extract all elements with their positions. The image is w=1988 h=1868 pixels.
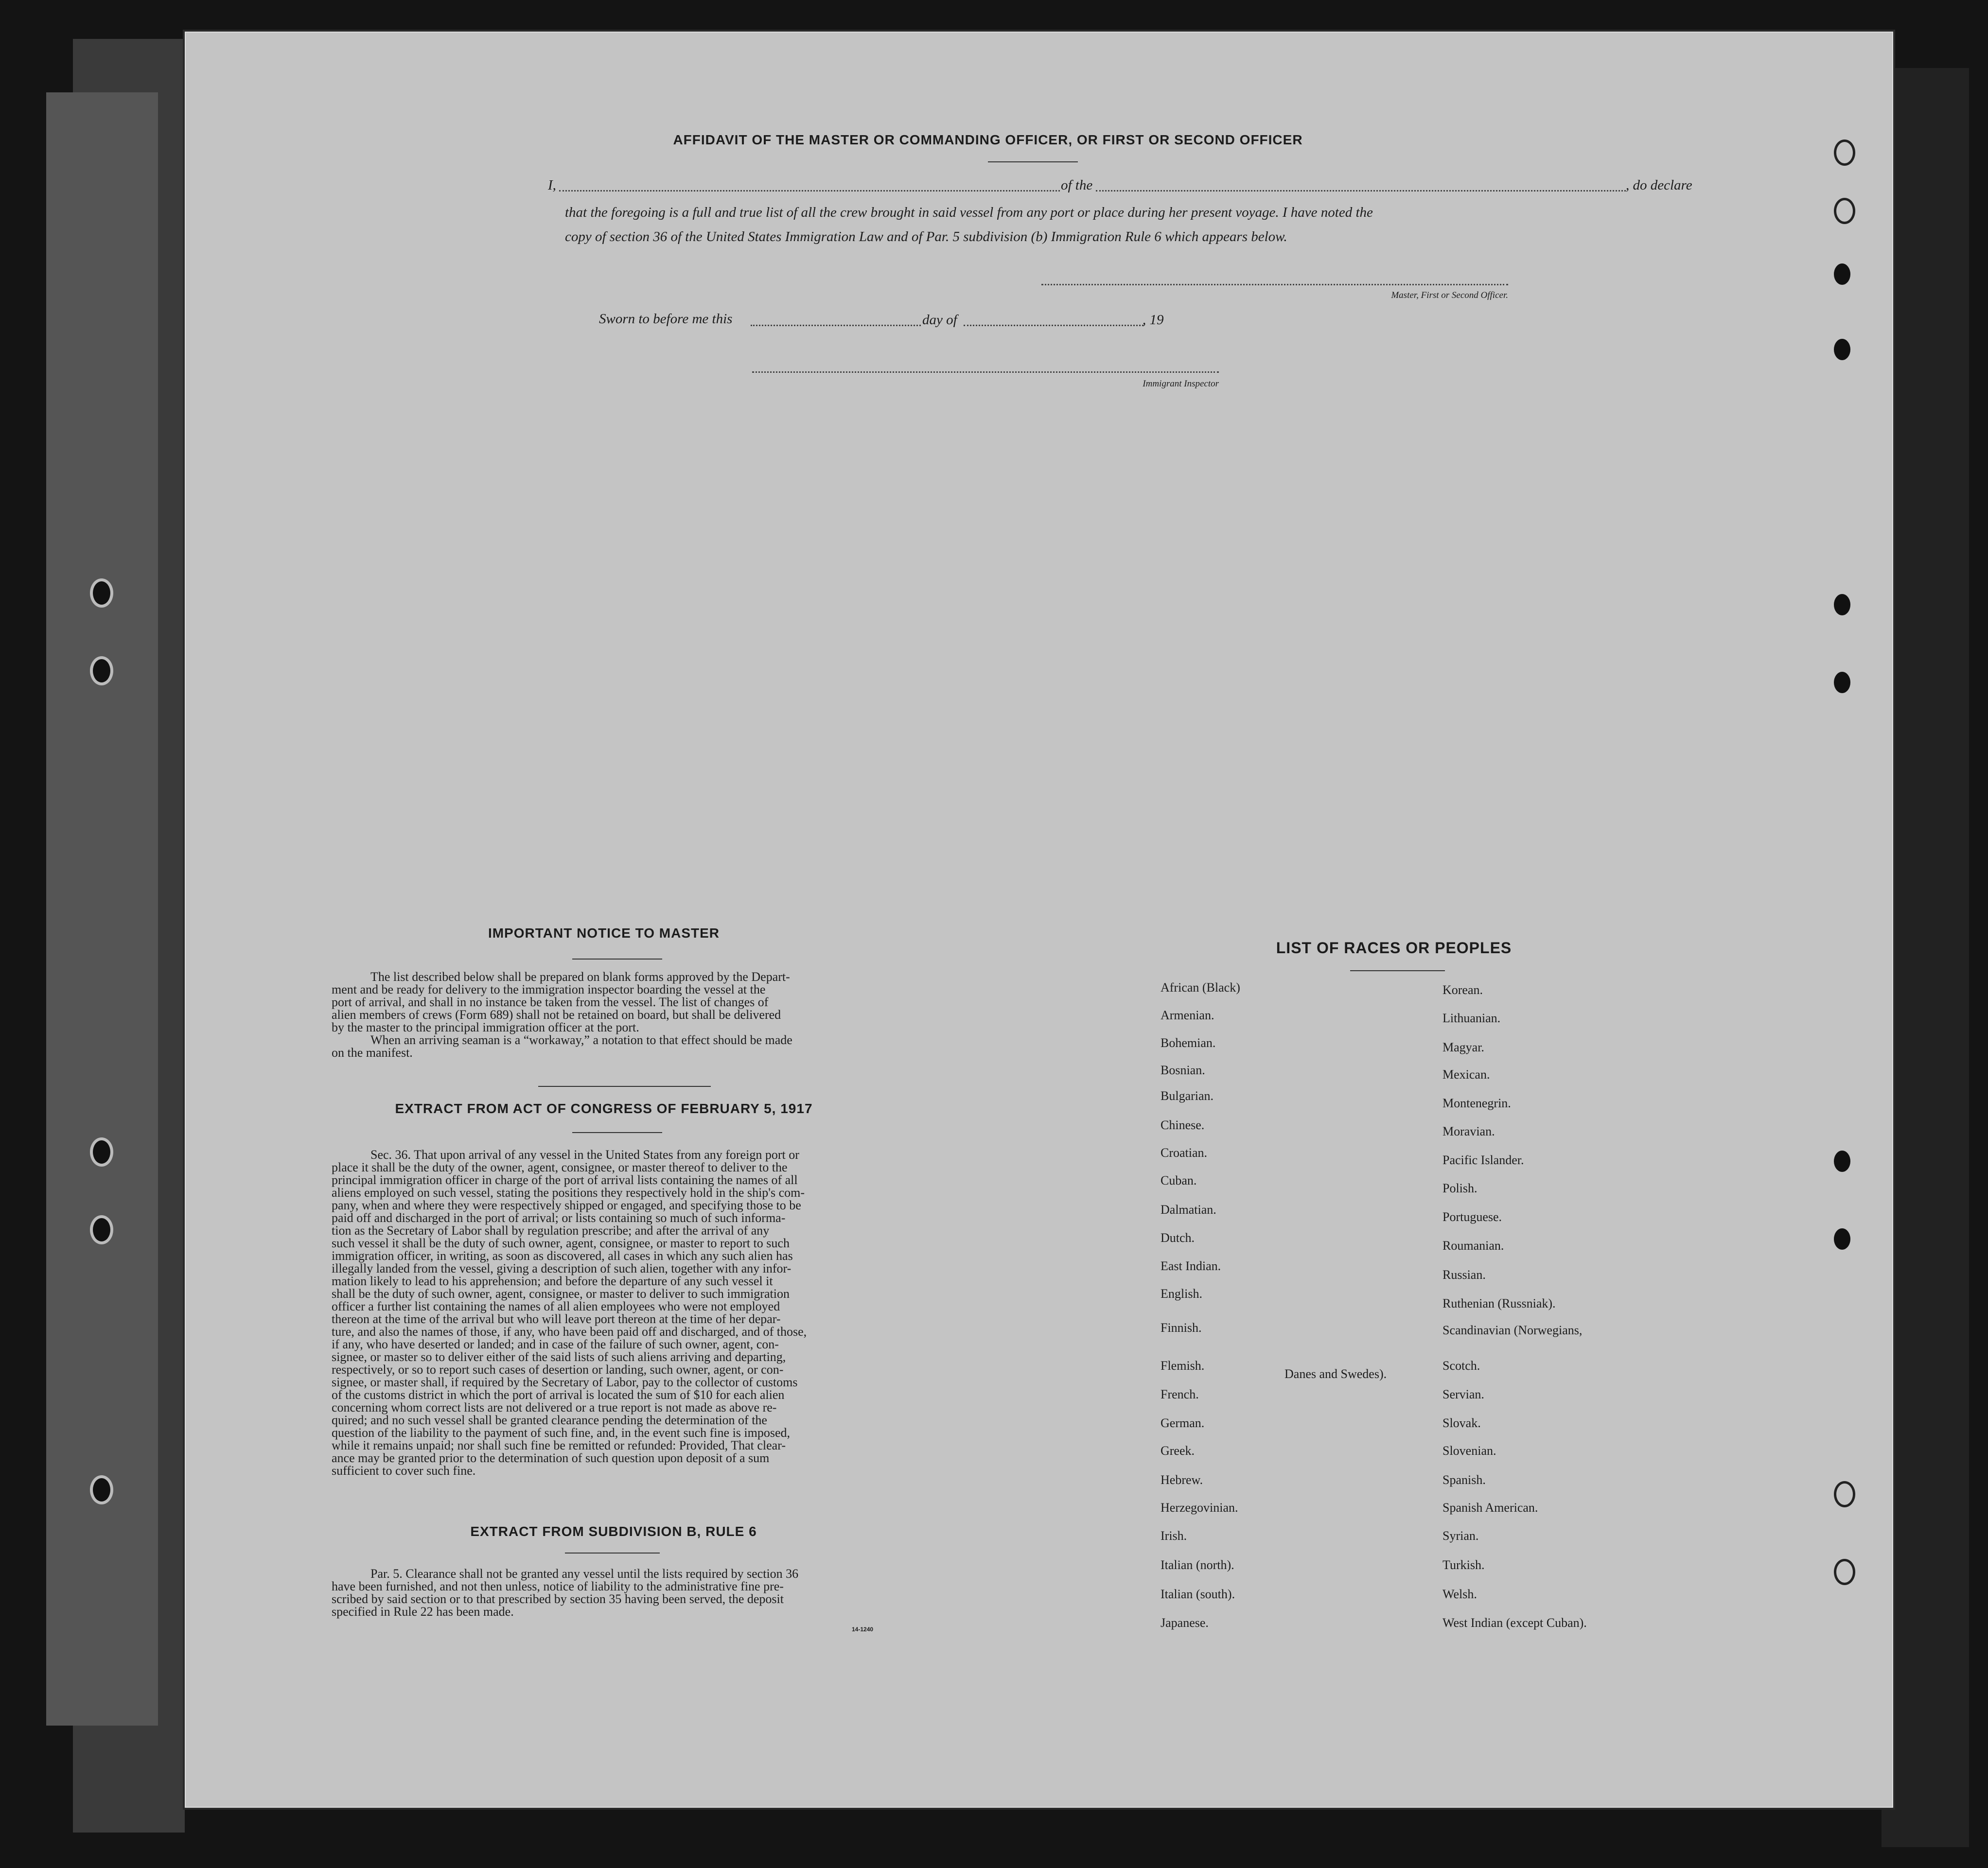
punch-hole bbox=[1834, 594, 1850, 615]
race-item: Herzegovinian. bbox=[1161, 1501, 1238, 1515]
race-item: Slovenian. bbox=[1443, 1444, 1496, 1458]
race-item: Dalmatian. bbox=[1161, 1203, 1216, 1217]
act-line: tion as the Secretary of Labor shall by regulation prescribe; and after the arrival of any bbox=[332, 1223, 770, 1238]
act-line: paid off and discharged in the port of arrival; or lists containing so much of such informa- bbox=[332, 1211, 786, 1225]
name-blank[interactable] bbox=[559, 190, 1060, 192]
title-rule bbox=[988, 161, 1078, 162]
race-item: Turkish. bbox=[1443, 1558, 1485, 1572]
races-title: LIST OF RACES OR PEOPLES bbox=[1276, 939, 1512, 957]
notice-rule bbox=[572, 959, 662, 960]
race-item: Chinese. bbox=[1161, 1118, 1205, 1132]
race-item: Servian. bbox=[1443, 1387, 1484, 1401]
act-line: shall be the duty of such owner, agent, consignee, or master to deliver to such immigration bbox=[332, 1287, 790, 1301]
race-item: Spanish American. bbox=[1443, 1501, 1538, 1515]
race-item: Scotch. bbox=[1443, 1359, 1480, 1373]
act-line: thereon at the time of the arrival but who will leave port thereon at the time of her depar- bbox=[332, 1312, 781, 1326]
race-item: Mexican. bbox=[1443, 1067, 1490, 1082]
binder-hole bbox=[90, 1215, 113, 1244]
notice-line: When an arriving seaman is a “workaway,” a notation to that effect should be made bbox=[370, 1033, 792, 1047]
sworn-month-blank[interactable] bbox=[964, 325, 1144, 326]
race-item: English. bbox=[1161, 1287, 1202, 1301]
punch-hole bbox=[1834, 140, 1855, 166]
notice-line: port of arrival, and shall in no instance be taken from the vessel. The list of changes of bbox=[332, 995, 769, 1009]
act-line: concerning whom correct lists are not delivered or a true report is not made as above re- bbox=[332, 1400, 777, 1414]
race-item: Cuban. bbox=[1161, 1173, 1197, 1187]
punch-hole bbox=[1834, 339, 1850, 360]
act-line: pany, when and where they were respectively shipped or engaged, and specifying those to be bbox=[332, 1198, 801, 1212]
race-item: Syrian. bbox=[1443, 1529, 1479, 1543]
race-item: Japanese. bbox=[1161, 1616, 1209, 1630]
binder-hole bbox=[90, 656, 113, 685]
rule-extract-text bbox=[332, 1568, 900, 1618]
punch-hole bbox=[1834, 1228, 1850, 1250]
race-item: Montenegrin. bbox=[1443, 1096, 1511, 1110]
rule-rule bbox=[565, 1553, 660, 1554]
act-line: Sec. 36. That upon arrival of any vessel in the United States from any foreign port or bbox=[370, 1148, 799, 1162]
race-item: Armenian. bbox=[1161, 1008, 1214, 1022]
act-line: principal immigration officer in charge of the port of arrival lists containing the names of all bbox=[332, 1173, 798, 1187]
race-item: Bohemian. bbox=[1161, 1036, 1216, 1050]
race-item: Moravian. bbox=[1443, 1124, 1495, 1138]
punch-hole bbox=[1834, 1559, 1855, 1585]
inspector-signature-line[interactable] bbox=[752, 371, 1219, 373]
inspector-label: Immigrant Inspector bbox=[1143, 379, 1219, 389]
notice-line: ment and be ready for delivery to the immigration inspector boarding the vessel at the bbox=[332, 982, 766, 996]
act-line: ance may be granted prior to the determination of such question upon deposit of a sum bbox=[332, 1451, 770, 1465]
notice-line: by the master to the principal immigration officer at the port. bbox=[332, 1020, 639, 1034]
rule-extract-title: EXTRACT FROM SUBDIVISION B, RULE 6 bbox=[470, 1524, 757, 1539]
binder-hole bbox=[90, 578, 113, 608]
master-signature-label: Master, First or Second Officer. bbox=[1391, 290, 1508, 300]
race-item: Pacific Islander. bbox=[1443, 1153, 1524, 1167]
sworn-day-blank[interactable] bbox=[751, 325, 921, 326]
punch-hole bbox=[1834, 263, 1850, 285]
race-item: Finnish. bbox=[1161, 1321, 1202, 1335]
race-item: Flemish. bbox=[1161, 1359, 1205, 1373]
race-item: Irish. bbox=[1161, 1529, 1187, 1543]
rule-line: scribed by said section or to that prescribed by section 35 having been served, the deposit bbox=[332, 1592, 784, 1606]
act-line: signee, or master shall, if required by the Secretary of Labor, pay to the collector of customs bbox=[332, 1375, 798, 1389]
manifest-page bbox=[185, 32, 1893, 1808]
act-line: question of the liability to the payment of such fine, and, in the event such fine is imposed, bbox=[332, 1426, 791, 1440]
race-item: Roumanian. bbox=[1443, 1239, 1504, 1253]
rule-line: specified in Rule 22 has been made. bbox=[332, 1605, 514, 1619]
act-line: ture, and also the names of those, if any, who have been paid off and discharged, and of those, bbox=[332, 1325, 807, 1339]
race-item: Ruthenian (Russniak). bbox=[1443, 1296, 1556, 1310]
binder-hole bbox=[90, 1137, 113, 1167]
race-item: East Indian. bbox=[1161, 1259, 1221, 1273]
bleed-through-text bbox=[468, 390, 1780, 876]
notice-line: on the manifest. bbox=[332, 1046, 413, 1060]
act-line: place it shall be the duty of the owner, agent, consignee, or master thereof to deliver to the bbox=[332, 1160, 788, 1174]
race-item: Dutch. bbox=[1161, 1231, 1195, 1245]
race-item: Bulgarian. bbox=[1161, 1089, 1214, 1103]
punch-hole bbox=[1834, 672, 1850, 693]
vessel-blank[interactable] bbox=[1096, 190, 1626, 192]
race-item: Korean. bbox=[1443, 983, 1483, 997]
notice-line: alien members of crews (Form 689) shall not be retained on board, but shall be delivered bbox=[332, 1008, 781, 1022]
punch-hole bbox=[1834, 198, 1855, 224]
affidavit-line-3: copy of section 36 of the United States Immigration Law and of Par. 5 subdivision (b) Immigration Rule 6 which appears below. bbox=[565, 229, 1287, 244]
race-item: Magyar. bbox=[1443, 1040, 1484, 1054]
act-line: if any, who have deserted or landed; and in case of the failure of such owner, agent, con- bbox=[332, 1337, 779, 1351]
race-item: African (Black) bbox=[1161, 980, 1240, 995]
act-line: illegally landed from the vessel, giving a description of such alien, together with any infor- bbox=[332, 1261, 792, 1275]
act-line: while it remains unpaid; nor shall such fine be remitted or refunded: Provided, That clear- bbox=[332, 1438, 786, 1452]
affidavit-i-label: I, bbox=[548, 177, 556, 193]
race-item: French. bbox=[1161, 1387, 1199, 1401]
punch-hole bbox=[1834, 1481, 1855, 1507]
punch-hole bbox=[1834, 1151, 1850, 1172]
notice-text bbox=[332, 971, 900, 1059]
race-item: Scandinavian (Norwegians, bbox=[1443, 1323, 1583, 1337]
act-line: such vessel it shall be the duty of such owner, agent, consignee, or master to report to such bbox=[332, 1236, 790, 1250]
race-item: Slovak. bbox=[1443, 1416, 1481, 1430]
rule-line: Par. 5. Clearance shall not be granted any vessel until the lists required by section 36 bbox=[370, 1567, 799, 1581]
right-binder bbox=[1882, 68, 1969, 1847]
act-line: mation likely to lead to his apprehension; and before the departure of any such vessel it bbox=[332, 1274, 773, 1288]
race-item: Lithuanian. bbox=[1443, 1011, 1501, 1025]
act-line: respectively, or so to report such cases of desertion or landing, such owner, agent, or con- bbox=[332, 1362, 784, 1377]
race-item: Croatian. bbox=[1161, 1146, 1208, 1160]
affidavit-title: AFFIDAVIT OF THE MASTER OR COMMANDING OFFICER, OR FIRST OR SECOND OFFICER bbox=[673, 132, 1303, 147]
race-item: Italian (south). bbox=[1161, 1587, 1235, 1601]
race-item: Greek. bbox=[1161, 1444, 1195, 1458]
act-line: officer a further list containing the names of all alien employees who were not employed bbox=[332, 1299, 780, 1313]
year-prefix: , 19 bbox=[1143, 312, 1164, 328]
binder-hole bbox=[90, 1475, 113, 1504]
race-item: Spanish. bbox=[1443, 1473, 1486, 1487]
notice-line: The list described below shall be prepared on blank forms approved by the Depart- bbox=[370, 970, 790, 984]
form-number: 14-1240 bbox=[852, 1626, 874, 1633]
race-item: Bosnian. bbox=[1161, 1063, 1205, 1077]
affidavit-declare-label: , do declare bbox=[1626, 177, 1692, 193]
races-rule bbox=[1350, 970, 1445, 971]
act-line: aliens employed on such vessel, stating the positions they respectively hold in the ship's com- bbox=[332, 1186, 805, 1200]
act-line: immigration officer, in writing, as soon as discovered, all cases in which any such alien has bbox=[332, 1249, 793, 1263]
race-item: Russian. bbox=[1443, 1268, 1486, 1282]
affidavit-of-the-label: of the bbox=[1061, 177, 1093, 193]
race-item: Portuguese. bbox=[1443, 1210, 1502, 1224]
master-signature-line[interactable] bbox=[1041, 284, 1508, 285]
race-item: Hebrew. bbox=[1161, 1473, 1203, 1487]
act-line: sufficient to cover such fine. bbox=[332, 1464, 476, 1478]
race-item: Danes and Swedes). bbox=[1284, 1367, 1387, 1381]
race-item: Polish. bbox=[1443, 1181, 1478, 1195]
notice-title: IMPORTANT NOTICE TO MASTER bbox=[488, 925, 720, 941]
act-line: quired; and no such vessel shall be granted clearance pending the determination of the bbox=[332, 1413, 767, 1427]
act-extract-text bbox=[332, 1149, 900, 1477]
affidavit-line-2: that the foregoing is a full and true list of all the crew brought in said vessel from any port or place during her present voyage. I have noted the bbox=[565, 205, 1373, 220]
act-extract-title: EXTRACT FROM ACT OF CONGRESS OF FEBRUARY 5, 1917 bbox=[395, 1101, 813, 1116]
act-line: signee, or master so to deliver either of the said lists of such aliens arriving and departing, bbox=[332, 1350, 786, 1364]
race-item: Welsh. bbox=[1443, 1587, 1477, 1601]
section-divider bbox=[538, 1086, 711, 1087]
act-line: of the customs district in which the port of arrival is located the sum of $10 for each alien bbox=[332, 1388, 785, 1402]
day-of-label: day of bbox=[922, 312, 957, 328]
rule-line: have been furnished, and not then unless, notice of liability to the administrative fine pre- bbox=[332, 1579, 784, 1593]
sworn-label: Sworn to before me this bbox=[599, 311, 733, 327]
race-item: Italian (north). bbox=[1161, 1558, 1234, 1572]
race-item: German. bbox=[1161, 1416, 1205, 1430]
act-rule bbox=[572, 1132, 662, 1133]
race-item: West Indian (except Cuban). bbox=[1443, 1616, 1587, 1630]
